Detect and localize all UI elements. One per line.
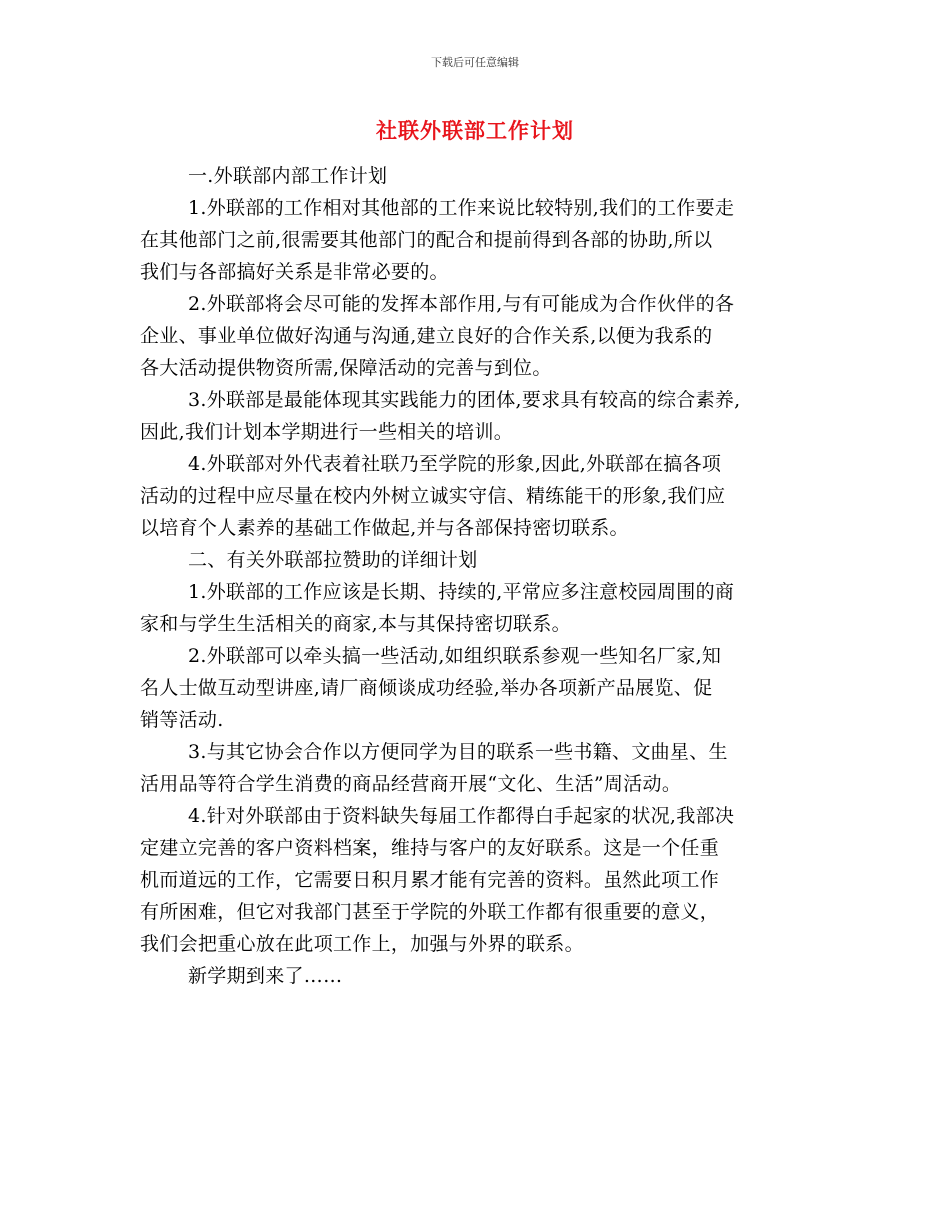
document-title: 社联外联部工作计划 [376,118,574,143]
text-line: 以培育个人素养的基础工作做起,并与各部保持密切联系。 [140,517,629,539]
text-line: 2.外联部可以牵头搞一些活动,如组织联系参观一些知名厂家,知 [188,645,722,667]
text-line: 在其他部门之前,很需要其他部门的配合和提前得到各部的协助,所以 [140,229,713,251]
text-line: 家和与学生生活相关的商家,本与其保持密切联系。 [140,613,571,635]
text-line: 3.外联部是最能体现其实践能力的团体,要求具有较高的综合素养, [188,389,741,411]
paragraph [140,160,820,192]
text-line: 因此,我们计划本学期进行一些相关的培训。 [140,421,514,443]
text-line: 活用品等符合学生消费的商品经营商开展“文化、生活”周活动。 [140,773,682,795]
text-line: 3.与其它协会合作以方便同学为目的联系一些书籍、文曲星、生 [188,741,728,763]
paragraph [140,448,820,544]
text-line: 机而道远的工作，它需要日积月累才能有完善的资料。虽然此项工作 [140,869,720,891]
text-line: 销等活动. [140,709,224,731]
paragraph [140,544,820,576]
text-line: 名人士做互动型讲座,请厂商倾谈成功经验,举办各项新产品展览、促 [140,677,713,699]
text-line: 1.外联部的工作相对其他部的工作来说比较特别,我们的工作要走 [188,197,735,219]
text-line: 我们会把重心放在此项工作上，加强与外界的联系。 [140,933,584,955]
paragraph [140,192,820,288]
paragraph [140,736,820,800]
paragraph [140,960,820,992]
text-line: 4.外联部对外代表着社联乃至学院的形象,因此,外联部在搞各项 [188,453,722,475]
text-line: 企业、事业单位做好沟通与沟通,建立良好的合作关系,以便为我系的 [140,325,713,347]
text-line: 活动的过程中应尽量在校内外树立诚实守信、精练能干的形象,我们应 [140,485,726,507]
header-note: 下载后可任意编辑 [431,56,519,69]
document-body [140,160,820,992]
text-line: 1.外联部的工作应该是长期、持续的,平常应多注意校园周围的商 [188,581,735,603]
text-line: 我们与各部搞好关系是非常必要的。 [140,261,449,283]
text-line: 一.外联部内部工作计划 [188,165,388,187]
text-line: 4.针对外联部由于资料缺失每届工作都得白手起家的状况,我部决 [188,805,735,827]
text-line: 新学期到来了…… [188,965,343,987]
text-line: 定建立完善的客户资料档案，维持与客户的友好联系。这是一个任重 [140,837,720,859]
paragraph [140,384,820,448]
paragraph [140,800,820,960]
text-line: 2.外联部将会尽可能的发挥本部作用,与有可能成为合作伙伴的各 [188,293,735,315]
text-line: 有所困难，但它对我部门甚至于学院的外联工作都有很重要的意义， [140,901,720,923]
paragraph [140,576,820,640]
paragraph [140,640,820,736]
text-line: 二、有关外联部拉赞助的详细计划 [188,549,478,571]
paragraph [140,288,820,384]
text-line: 各大活动提供物资所需,保障活动的完善与到位。 [140,357,552,379]
